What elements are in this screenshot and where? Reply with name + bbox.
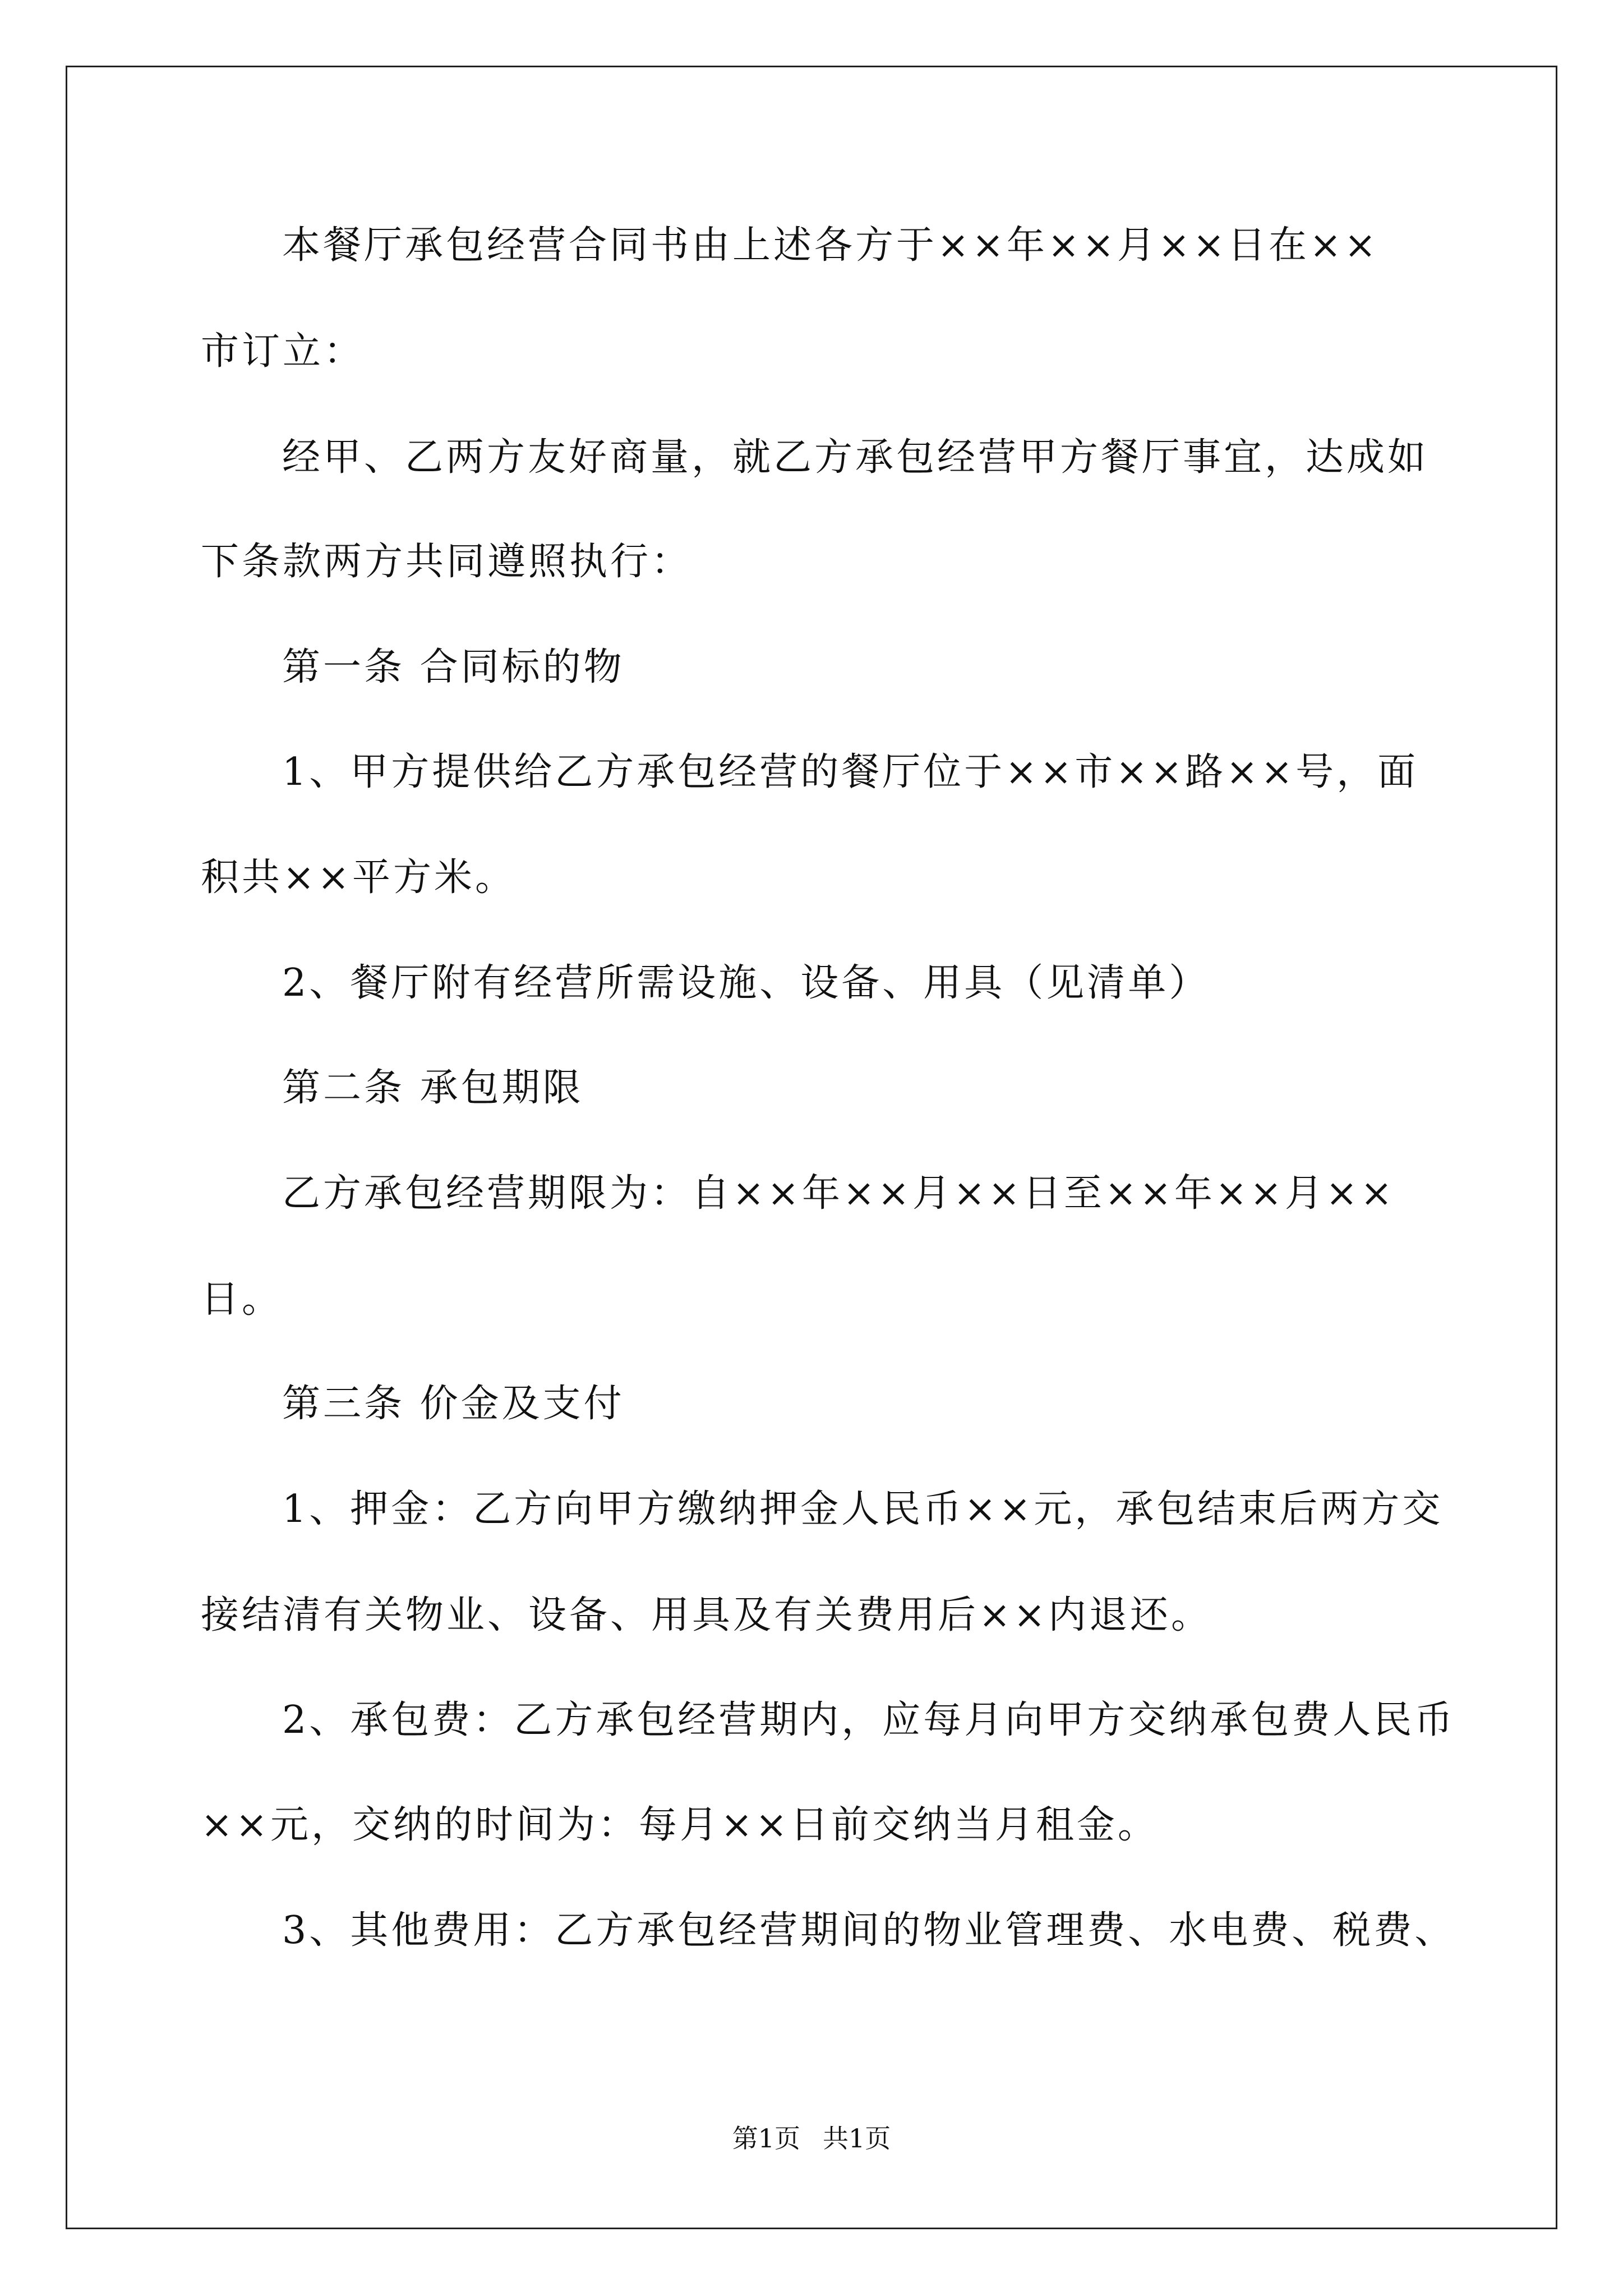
text-line: ××元，交纳的时间为：每月××日前交纳当月租金。 <box>201 1803 1159 1847</box>
text-line: 1、押金：乙方向甲方缴纳押金人民币××元，承包结束后两方交 <box>282 1487 1444 1531</box>
text-line: 经甲、乙两方友好商量，就乙方承包经营甲方餐厅事宜，达成如 <box>282 435 1429 480</box>
text-line: 乙方承包经营期限为：自××年××月××日至××年××月×× <box>282 1171 1395 1216</box>
text-line: 市订立： <box>201 329 365 374</box>
page-footer <box>0 2122 1623 2155</box>
total-pages: 共1页 <box>823 2123 891 2154</box>
text-line: 本餐厅承包经营合同书由上述各方于××年××月××日在×× <box>282 223 1379 268</box>
text-line: 2、餐厅附有经营所需设施、设备、用具（见清单） <box>282 961 1210 1005</box>
section-heading: 第三条 价金及支付 <box>282 1382 625 1426</box>
text-line: 日。 <box>201 1277 283 1322</box>
section-heading: 第二条 承包期限 <box>282 1066 584 1110</box>
text-line: 积共××平方米。 <box>201 855 516 900</box>
text-line: 下条款两方共同遵照执行： <box>201 540 693 584</box>
text-line: 3、其他费用：乙方承包经营期间的物业管理费、水电费、税费、 <box>282 1908 1456 1953</box>
page-frame <box>66 66 1557 2229</box>
text-line: 1、甲方提供给乙方承包经营的餐厅位于××市××路××号，面 <box>282 750 1419 794</box>
text-line: 2、承包费：乙方承包经营期内，应每月向甲方交纳承包费人民币 <box>282 1698 1456 1742</box>
section-heading: 第一条 合同标的物 <box>282 645 625 689</box>
text-line: 接结清有关物业、设备、用具及有关费用后××内退还。 <box>201 1593 1212 1637</box>
page-number: 第1页 <box>732 2123 800 2154</box>
